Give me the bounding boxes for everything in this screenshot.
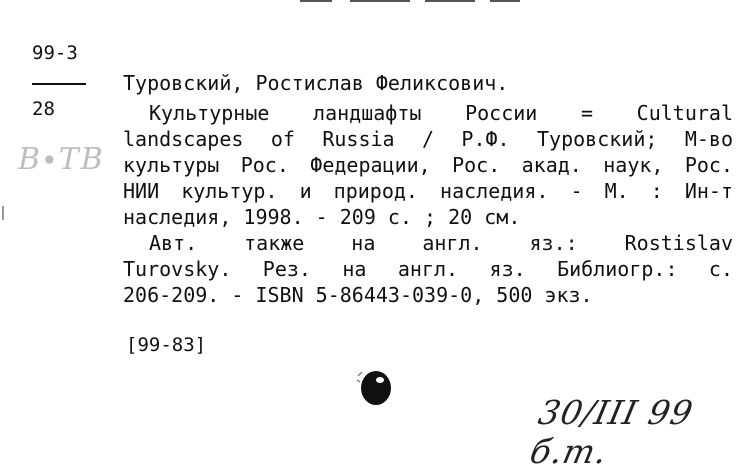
ink-blot-icon bbox=[356, 366, 394, 408]
top-edge-marks bbox=[0, 0, 750, 4]
faint-stamp-mark: В∙ТВ bbox=[18, 142, 105, 177]
call-number-top: 99-3 bbox=[32, 42, 78, 64]
publisher-line-2: НИИ культур. и природ. наследия. - М. : Ин-т bbox=[123, 179, 733, 203]
call-number-bottom: 28 bbox=[32, 98, 55, 120]
publisher-line: культуры Рос. Федерации, Рос. акад. наук, Рос. bbox=[123, 153, 733, 177]
title-line-2: landscapes of Russia / Р.Ф. Туровский; М-во bbox=[123, 127, 733, 151]
title-line: Культурные ландшафты России = Cultural bbox=[149, 101, 733, 125]
note-line: Авт. также на англ. яз.: Rostislav bbox=[149, 231, 733, 255]
shelf-mark: [99-83] bbox=[126, 334, 207, 356]
imprint-line: наследия, 1998. - 209 с. ; 20 см. bbox=[123, 205, 521, 229]
handwritten-date-note: 30/III 99 б.т. bbox=[526, 393, 697, 471]
call-number-divider bbox=[32, 83, 86, 85]
edge-mark bbox=[2, 206, 4, 220]
author-heading: Туровский, Ростислав Феликсович. bbox=[123, 71, 509, 95]
isbn-line: 206-209. - ISBN 5-86443-039-0, 500 экз. bbox=[123, 283, 593, 307]
note-line-2: Turovsky. Рез. на англ. яз. Библиогр.: с. bbox=[123, 257, 733, 281]
